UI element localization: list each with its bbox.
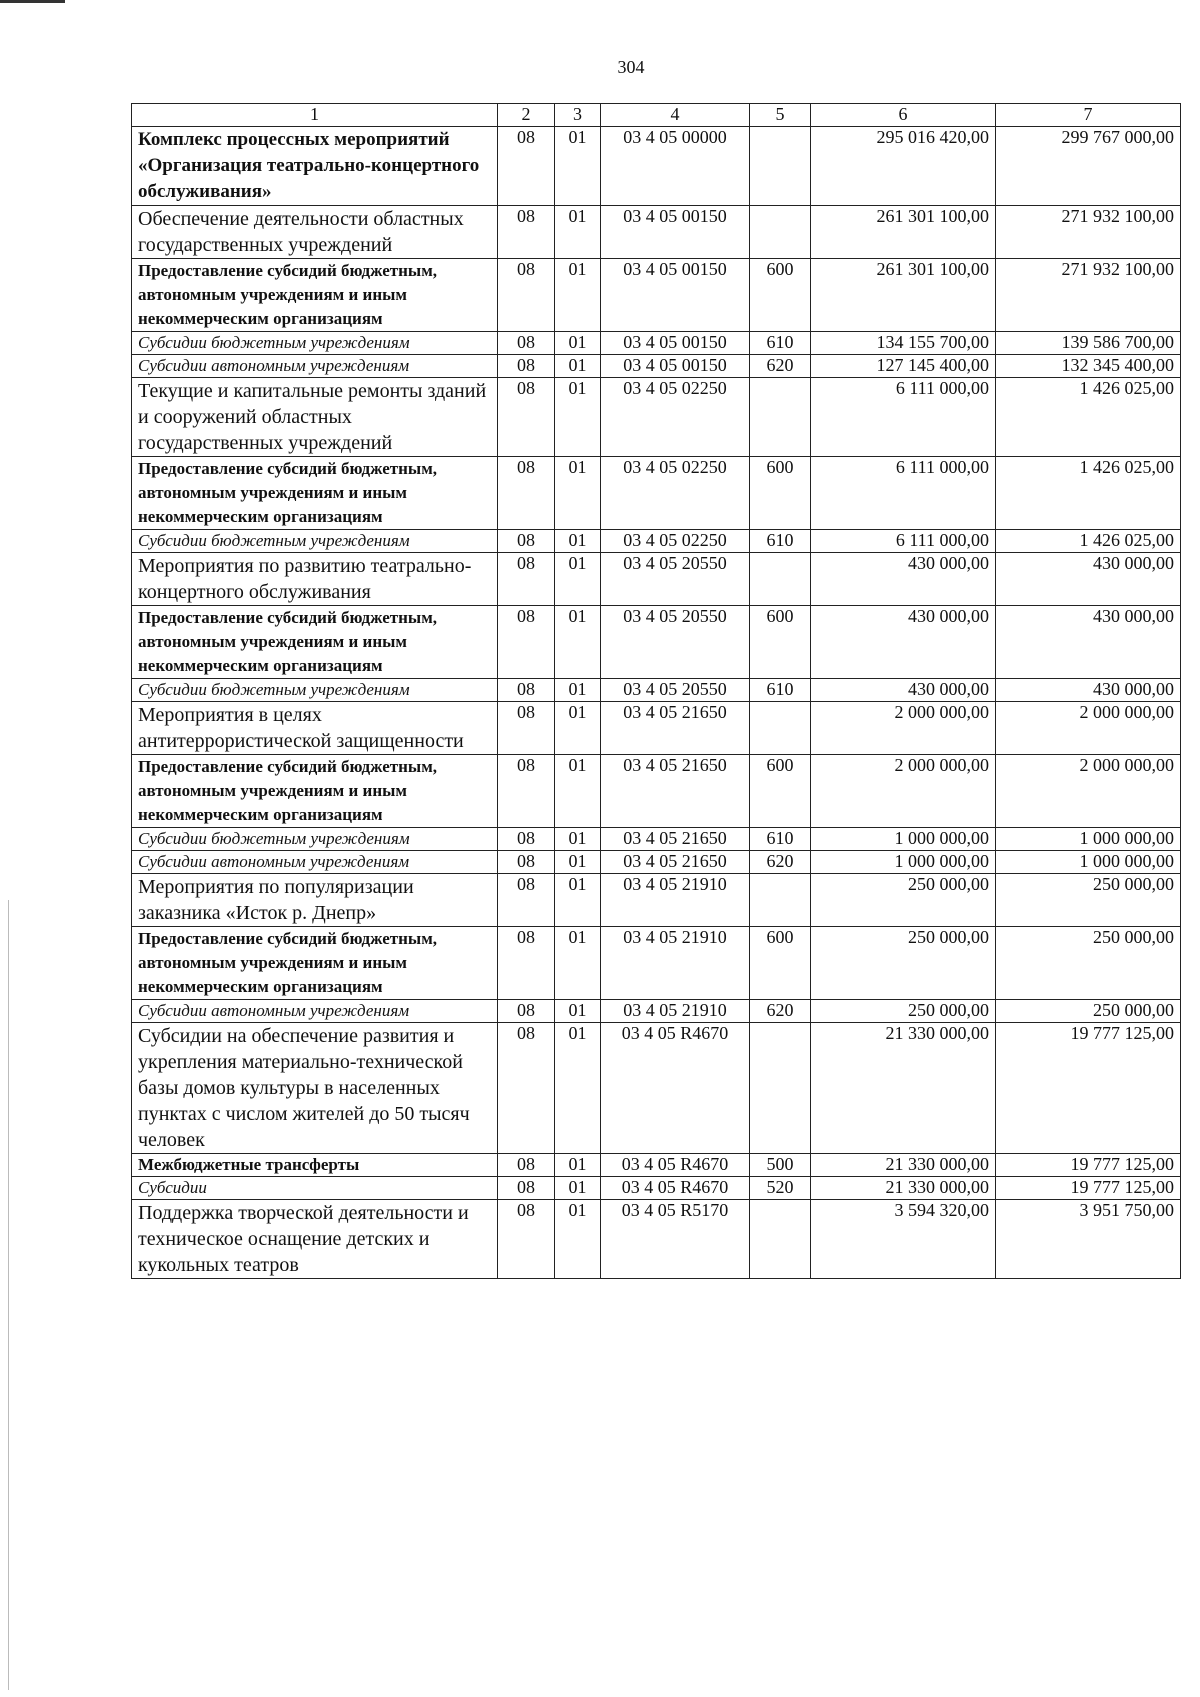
row-amount-year1-cell: 261 301 100,00 <box>811 206 996 259</box>
row-subsection-cell: 01 <box>555 1154 601 1177</box>
header-col-2: 2 <box>498 104 555 127</box>
row-section-cell: 08 <box>498 332 555 355</box>
row-expense-type-cell: 610 <box>750 679 811 702</box>
row-section-cell: 08 <box>498 679 555 702</box>
row-amount-year2-cell: 250 000,00 <box>996 874 1181 927</box>
row-target-article-cell: 03 4 05 21650 <box>601 702 750 755</box>
table-row <box>132 530 1181 553</box>
row-amount-year1-cell: 261 301 100,00 <box>811 259 996 332</box>
row-amount-year1-cell: 250 000,00 <box>811 927 996 1000</box>
row-target-article-cell: 03 4 05 00150 <box>601 206 750 259</box>
row-target-article-cell: 03 4 05 02250 <box>601 457 750 530</box>
row-target-article-cell: 03 4 05 21650 <box>601 828 750 851</box>
row-section-cell: 08 <box>498 874 555 927</box>
row-amount-year2-cell: 1 000 000,00 <box>996 828 1181 851</box>
row-subsection-cell: 01 <box>555 828 601 851</box>
row-amount-year1-cell: 134 155 700,00 <box>811 332 996 355</box>
row-section-cell: 08 <box>498 206 555 259</box>
row-amount-year1-cell: 6 111 000,00 <box>811 378 996 457</box>
table-row <box>132 679 1181 702</box>
row-amount-year2-cell: 2 000 000,00 <box>996 755 1181 828</box>
row-subsection-cell: 01 <box>555 606 601 679</box>
row-name-cell: Предоставление субсидий бюджетным, автономным учреждениям и иным некоммерческим организациям <box>132 927 498 1000</box>
row-expense-type-cell: 620 <box>750 355 811 378</box>
row-expense-type-cell <box>750 553 811 606</box>
header-row <box>132 104 1181 127</box>
row-target-article-cell: 03 4 05 02250 <box>601 378 750 457</box>
row-expense-type-cell: 500 <box>750 1154 811 1177</box>
row-expense-type-cell <box>750 1023 811 1154</box>
table-row <box>132 206 1181 259</box>
row-amount-year1-cell: 2 000 000,00 <box>811 702 996 755</box>
row-target-article-cell: 03 4 05 21910 <box>601 927 750 1000</box>
row-name-cell: Субсидии автономным учреждениям <box>132 851 498 874</box>
row-section-cell: 08 <box>498 1154 555 1177</box>
row-amount-year2-cell: 139 586 700,00 <box>996 332 1181 355</box>
row-expense-type-cell <box>750 702 811 755</box>
row-target-article-cell: 03 4 05 00000 <box>601 127 750 206</box>
row-amount-year2-cell: 19 777 125,00 <box>996 1023 1181 1154</box>
scan-artifact-mark <box>0 0 65 3</box>
row-amount-year1-cell: 21 330 000,00 <box>811 1177 996 1200</box>
row-amount-year1-cell: 6 111 000,00 <box>811 457 996 530</box>
row-amount-year1-cell: 3 594 320,00 <box>811 1200 996 1279</box>
row-amount-year2-cell: 299 767 000,00 <box>996 127 1181 206</box>
row-target-article-cell: 03 4 05 R5170 <box>601 1200 750 1279</box>
row-amount-year2-cell: 2 000 000,00 <box>996 702 1181 755</box>
row-target-article-cell: 03 4 05 20550 <box>601 553 750 606</box>
row-name-cell: Мероприятия в целях антитеррористической защищенности <box>132 702 498 755</box>
table-row <box>132 355 1181 378</box>
row-expense-type-cell: 600 <box>750 755 811 828</box>
row-name-cell: Предоставление субсидий бюджетным, автономным учреждениям и иным некоммерческим организациям <box>132 457 498 530</box>
table-row <box>132 457 1181 530</box>
table-row <box>132 1177 1181 1200</box>
row-name-cell: Комплекс процессных мероприятий «Организация театрально-концертного обслуживания» <box>132 127 498 206</box>
row-subsection-cell: 01 <box>555 755 601 828</box>
table-row <box>132 755 1181 828</box>
row-amount-year2-cell: 1 426 025,00 <box>996 457 1181 530</box>
header-col-5: 5 <box>750 104 811 127</box>
row-name-cell: Субсидии бюджетным учреждениям <box>132 828 498 851</box>
row-expense-type-cell: 600 <box>750 457 811 530</box>
row-subsection-cell: 01 <box>555 851 601 874</box>
row-expense-type-cell: 600 <box>750 259 811 332</box>
row-subsection-cell: 01 <box>555 702 601 755</box>
row-subsection-cell: 01 <box>555 378 601 457</box>
row-name-cell: Субсидии бюджетным учреждениям <box>132 530 498 553</box>
row-name-cell: Мероприятия по популяризации заказника «Исток р. Днепр» <box>132 874 498 927</box>
row-target-article-cell: 03 4 05 R4670 <box>601 1177 750 1200</box>
row-section-cell: 08 <box>498 378 555 457</box>
row-target-article-cell: 03 4 05 R4670 <box>601 1023 750 1154</box>
row-target-article-cell: 03 4 05 00150 <box>601 259 750 332</box>
row-section-cell: 08 <box>498 702 555 755</box>
header-col-3: 3 <box>555 104 601 127</box>
row-target-article-cell: 03 4 05 00150 <box>601 355 750 378</box>
row-amount-year2-cell: 430 000,00 <box>996 553 1181 606</box>
row-subsection-cell: 01 <box>555 457 601 530</box>
row-name-cell: Субсидии бюджетным учреждениям <box>132 332 498 355</box>
row-expense-type-cell <box>750 206 811 259</box>
row-section-cell: 08 <box>498 1023 555 1154</box>
header-col-4: 4 <box>601 104 750 127</box>
header-col-1: 1 <box>132 104 498 127</box>
row-target-article-cell: 03 4 05 R4670 <box>601 1154 750 1177</box>
row-amount-year2-cell: 19 777 125,00 <box>996 1177 1181 1200</box>
row-amount-year1-cell: 430 000,00 <box>811 553 996 606</box>
row-name-cell: Субсидии на обеспечение развития и укрепления материально-технической базы домов культуры в населенных пунктах с числом жителей до 50 тысяч человек <box>132 1023 498 1154</box>
row-amount-year2-cell: 250 000,00 <box>996 927 1181 1000</box>
row-section-cell: 08 <box>498 1200 555 1279</box>
row-name-cell: Поддержка творческой деятельности и техническое оснащение детских и кукольных театров <box>132 1200 498 1279</box>
row-section-cell: 08 <box>498 828 555 851</box>
row-target-article-cell: 03 4 05 00150 <box>601 332 750 355</box>
row-section-cell: 08 <box>498 127 555 206</box>
row-expense-type-cell: 610 <box>750 828 811 851</box>
row-name-cell: Субсидии автономным учреждениям <box>132 1000 498 1023</box>
row-amount-year1-cell: 250 000,00 <box>811 1000 996 1023</box>
row-expense-type-cell: 610 <box>750 530 811 553</box>
table-row <box>132 874 1181 927</box>
row-amount-year1-cell: 6 111 000,00 <box>811 530 996 553</box>
row-amount-year2-cell: 250 000,00 <box>996 1000 1181 1023</box>
row-amount-year2-cell: 430 000,00 <box>996 606 1181 679</box>
row-target-article-cell: 03 4 05 21910 <box>601 1000 750 1023</box>
row-amount-year1-cell: 250 000,00 <box>811 874 996 927</box>
table-row <box>132 259 1181 332</box>
row-subsection-cell: 01 <box>555 1200 601 1279</box>
row-subsection-cell: 01 <box>555 1177 601 1200</box>
header-col-6: 6 <box>811 104 996 127</box>
table-row <box>132 127 1181 206</box>
table-body <box>132 127 1181 1279</box>
row-subsection-cell: 01 <box>555 530 601 553</box>
row-subsection-cell: 01 <box>555 332 601 355</box>
table-row <box>132 332 1181 355</box>
row-target-article-cell: 03 4 05 21910 <box>601 874 750 927</box>
row-section-cell: 08 <box>498 259 555 332</box>
row-section-cell: 08 <box>498 755 555 828</box>
row-name-cell: Мероприятия по развитию театрально-концертного обслуживания <box>132 553 498 606</box>
row-expense-type-cell: 600 <box>750 927 811 1000</box>
row-amount-year1-cell: 21 330 000,00 <box>811 1154 996 1177</box>
row-subsection-cell: 01 <box>555 553 601 606</box>
row-expense-type-cell: 520 <box>750 1177 811 1200</box>
row-amount-year2-cell: 430 000,00 <box>996 679 1181 702</box>
row-amount-year2-cell: 19 777 125,00 <box>996 1154 1181 1177</box>
row-name-cell: Обеспечение деятельности областных государственных учреждений <box>132 206 498 259</box>
row-amount-year1-cell: 127 145 400,00 <box>811 355 996 378</box>
row-section-cell: 08 <box>498 606 555 679</box>
table-row <box>132 606 1181 679</box>
row-target-article-cell: 03 4 05 20550 <box>601 606 750 679</box>
row-subsection-cell: 01 <box>555 259 601 332</box>
row-subsection-cell: 01 <box>555 927 601 1000</box>
row-section-cell: 08 <box>498 1000 555 1023</box>
row-expense-type-cell <box>750 127 811 206</box>
row-target-article-cell: 03 4 05 21650 <box>601 755 750 828</box>
table-row <box>132 1154 1181 1177</box>
row-expense-type-cell: 600 <box>750 606 811 679</box>
table-row <box>132 702 1181 755</box>
row-amount-year2-cell: 132 345 400,00 <box>996 355 1181 378</box>
row-target-article-cell: 03 4 05 21650 <box>601 851 750 874</box>
row-amount-year1-cell: 1 000 000,00 <box>811 828 996 851</box>
row-name-cell: Субсидии автономным учреждениям <box>132 355 498 378</box>
table-row <box>132 1200 1181 1279</box>
row-amount-year2-cell: 1 000 000,00 <box>996 851 1181 874</box>
header-col-7: 7 <box>996 104 1181 127</box>
row-name-cell: Субсидии <box>132 1177 498 1200</box>
scan-artifact-edge <box>8 900 9 1690</box>
row-amount-year1-cell: 1 000 000,00 <box>811 851 996 874</box>
row-section-cell: 08 <box>498 851 555 874</box>
row-expense-type-cell <box>750 874 811 927</box>
table-row <box>132 553 1181 606</box>
row-expense-type-cell <box>750 1200 811 1279</box>
row-section-cell: 08 <box>498 927 555 1000</box>
row-amount-year2-cell: 3 951 750,00 <box>996 1200 1181 1279</box>
row-subsection-cell: 01 <box>555 127 601 206</box>
row-target-article-cell: 03 4 05 20550 <box>601 679 750 702</box>
row-section-cell: 08 <box>498 530 555 553</box>
row-section-cell: 08 <box>498 355 555 378</box>
page-number: 304 <box>617 57 645 77</box>
table-row <box>132 828 1181 851</box>
table-row <box>132 927 1181 1000</box>
row-amount-year1-cell: 295 016 420,00 <box>811 127 996 206</box>
table-row <box>132 1000 1181 1023</box>
row-subsection-cell: 01 <box>555 355 601 378</box>
row-subsection-cell: 01 <box>555 1000 601 1023</box>
row-amount-year1-cell: 2 000 000,00 <box>811 755 996 828</box>
row-amount-year2-cell: 1 426 025,00 <box>996 530 1181 553</box>
row-name-cell: Межбюджетные трансферты <box>132 1154 498 1177</box>
row-subsection-cell: 01 <box>555 874 601 927</box>
table-row <box>132 1023 1181 1154</box>
row-expense-type-cell <box>750 378 811 457</box>
table-row <box>132 378 1181 457</box>
row-amount-year2-cell: 271 932 100,00 <box>996 206 1181 259</box>
row-section-cell: 08 <box>498 1177 555 1200</box>
row-expense-type-cell: 620 <box>750 851 811 874</box>
row-amount-year2-cell: 271 932 100,00 <box>996 259 1181 332</box>
row-name-cell: Текущие и капитальные ремонты зданий и сооружений областных государственных учреждений <box>132 378 498 457</box>
row-name-cell: Субсидии бюджетным учреждениям <box>132 679 498 702</box>
row-section-cell: 08 <box>498 553 555 606</box>
row-subsection-cell: 01 <box>555 1023 601 1154</box>
row-amount-year1-cell: 430 000,00 <box>811 606 996 679</box>
row-name-cell: Предоставление субсидий бюджетным, автономным учреждениям и иным некоммерческим организациям <box>132 606 498 679</box>
row-target-article-cell: 03 4 05 02250 <box>601 530 750 553</box>
row-section-cell: 08 <box>498 457 555 530</box>
row-expense-type-cell: 610 <box>750 332 811 355</box>
row-subsection-cell: 01 <box>555 206 601 259</box>
row-amount-year1-cell: 21 330 000,00 <box>811 1023 996 1154</box>
table-row <box>132 851 1181 874</box>
row-name-cell: Предоставление субсидий бюджетным, автономным учреждениям и иным некоммерческим организациям <box>132 259 498 332</box>
budget-table <box>131 103 1181 1279</box>
row-amount-year1-cell: 430 000,00 <box>811 679 996 702</box>
row-amount-year2-cell: 1 426 025,00 <box>996 378 1181 457</box>
row-subsection-cell: 01 <box>555 679 601 702</box>
row-name-cell: Предоставление субсидий бюджетным, автономным учреждениям и иным некоммерческим организациям <box>132 755 498 828</box>
row-expense-type-cell: 620 <box>750 1000 811 1023</box>
